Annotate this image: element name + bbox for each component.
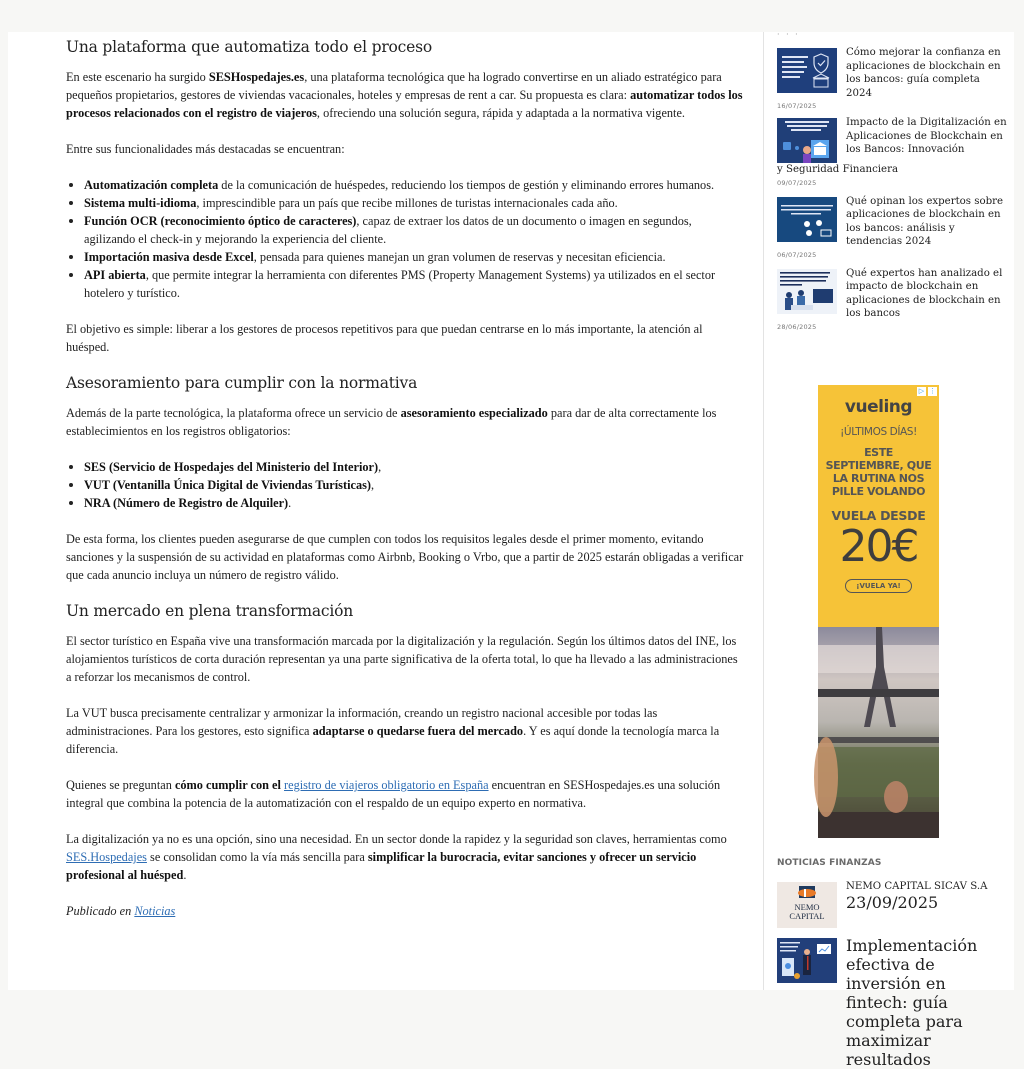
post-date: 28/06/2025 bbox=[777, 322, 817, 331]
bold-text: SES (Servicio de Hospedajes del Ministerio del Interior) bbox=[84, 460, 379, 474]
bold-text: Automatización completa bbox=[84, 178, 219, 192]
text: . Y es aquí donde la tecnología marca la diferencia. bbox=[66, 724, 720, 756]
ad-message: ESTE SEPTIEMBRE, QUE LA RUTINA NOS PILLE VOLANDO bbox=[825, 446, 932, 498]
paragraph bbox=[66, 830, 746, 884]
shield-bank-thumbnail[interactable] bbox=[777, 48, 837, 93]
ad-brand-logo: vueling bbox=[844, 397, 913, 417]
sidebar bbox=[777, 30, 1007, 1069]
ad-headline: ¡ÚLTIMOS DÍAS! bbox=[840, 426, 917, 438]
eiffel-tower-image bbox=[818, 627, 939, 838]
post-title[interactable]: Qué expertos han analizado el impacto de blockchain en aplicaciones de blockchain en los bancos bbox=[846, 267, 1003, 319]
bold-text: cómo cumplir con el bbox=[174, 778, 281, 792]
registro-viajeros-link[interactable]: registro de viajeros obligatorio en España bbox=[284, 778, 489, 792]
section-heading: Asesoramiento para cumplir con la normativa bbox=[66, 374, 418, 392]
post-title[interactable]: Qué opinan los expertos sobre aplicaciones de blockchain en los bancos: análisis y tendencias 2024 bbox=[846, 195, 1004, 247]
fish-logo-icon bbox=[777, 882, 837, 928]
post-title[interactable]: Cómo mejorar la confianza en aplicaciones de blockchain en los bancos: guía completa 2024 bbox=[846, 47, 1001, 99]
bank-lock-thumbnail[interactable] bbox=[777, 118, 837, 163]
post-title-continuation[interactable]: y Seguridad Financiera bbox=[777, 164, 899, 175]
list-item bbox=[66, 458, 746, 476]
post-title[interactable]: Implementación efectiva de inversión en fintech: guía completa para maximizar resultados bbox=[846, 936, 978, 1069]
ad-cta-button[interactable]: ¡VUELA YA! bbox=[845, 579, 911, 593]
bold-text: adaptarse o quedarse fuera del mercado bbox=[312, 724, 524, 738]
text: , bbox=[378, 460, 382, 474]
experts-thumbnail[interactable] bbox=[777, 197, 837, 242]
finance-post[interactable] bbox=[777, 936, 1007, 1069]
text: encuentran en SESHospedajes.es una solución integral que combina la potencia de la automatización con el respaldo de un equipo experto en normativa. bbox=[66, 778, 721, 810]
text: para dar de alta correctamente los establecimientos en los registros obligatorios: bbox=[66, 406, 717, 438]
paragraph: Entre sus funcionalidades más destacadas se encuentran: bbox=[66, 142, 345, 156]
paragraph bbox=[66, 68, 746, 122]
paragraph: De esta forma, los clientes pueden asegurarse de que cumplen con todos los requisitos legales desde el primer momento, evitando sanciones y la suspensión de su actividad en plataformas como Airbnb, Booking o Vrbo, que a partir de 2025 estarán obligadas a verificar que cada anuncio incluya un número de registro válido. bbox=[66, 532, 744, 582]
text: , imprescindible para un país que recibe millones de turistas internacionales cada año. bbox=[196, 196, 618, 210]
sidebar-post[interactable] bbox=[777, 46, 1007, 110]
bold-text: Importación masiva desde Excel bbox=[84, 250, 254, 264]
text: de la comunicación de huéspedes, reduciendo los tiempos de gestión y eliminando errores humanos. bbox=[218, 178, 715, 192]
text: . bbox=[288, 496, 292, 510]
published-label: Publicado en bbox=[66, 904, 135, 918]
svg-text:CAPITAL: CAPITAL bbox=[789, 911, 825, 921]
sidebar-post[interactable] bbox=[777, 116, 1007, 187]
registry-list bbox=[66, 458, 746, 512]
experts-icon bbox=[777, 197, 837, 242]
text: Además de la parte tecnológica, la plataforma ofrece un servicio de bbox=[66, 406, 401, 420]
list-item bbox=[66, 212, 746, 248]
list-item bbox=[66, 176, 746, 194]
fintech-icon bbox=[777, 938, 837, 983]
paragraph: El objetivo es simple: liberar a los gestores de procesos repetitivos para que puedan centrarse en lo más importante, la atención al huésped. bbox=[66, 322, 703, 354]
post-title[interactable]: Impacto de la Digitalización en Aplicaciones de Blockchain en los Bancos: Innovación bbox=[846, 117, 1007, 155]
more-options-icon[interactable]: ⋮ bbox=[929, 387, 936, 395]
section-heading: Una plataforma que automatiza todo el proceso bbox=[66, 38, 432, 56]
features-list bbox=[66, 176, 746, 302]
bold-text: automatizar todos los procesos relacionados con el registro de viajeros bbox=[66, 88, 743, 120]
list-item bbox=[66, 494, 746, 512]
text: , pensada para quienes manejan un gran volumen de reservas y necesitan eficiencia. bbox=[253, 250, 666, 264]
bold-text: API abierta bbox=[84, 268, 146, 282]
post-date: 09/07/2025 bbox=[777, 178, 817, 187]
text: , ofreciendo una solución segura, rápida y adaptada a la normativa vigente. bbox=[316, 106, 685, 120]
ad-choices[interactable] bbox=[917, 387, 937, 396]
list-item bbox=[66, 194, 746, 212]
shield-icon bbox=[777, 48, 837, 93]
text: Quienes se preguntan bbox=[66, 778, 175, 792]
section-label-noticias-finanzas: NOTICIAS FINANZAS bbox=[777, 858, 882, 868]
sidebar-post[interactable] bbox=[777, 267, 1007, 331]
bank-lock-icon bbox=[777, 118, 837, 163]
bold-text: VUT (Ventanilla Única Digital de Viviendas Turísticas) bbox=[84, 478, 371, 492]
post-date: 06/07/2025 bbox=[777, 250, 817, 259]
text: , capaz de extraer los datos de un documento o imagen en segundos, agilizando el check-in y mejorando la experiencia del cliente. bbox=[84, 214, 692, 246]
bold-text: asesoramiento especializado bbox=[400, 406, 548, 420]
list-item bbox=[66, 248, 746, 266]
bold-text: NRA (Número de Registro de Alquiler) bbox=[84, 496, 289, 510]
ses-hospedajes-link[interactable]: SES.Hospedajes bbox=[66, 850, 147, 864]
ad-photo-eiffel-tower bbox=[818, 627, 939, 838]
text: , bbox=[370, 478, 375, 492]
paragraph bbox=[66, 776, 746, 812]
finance-post[interactable] bbox=[777, 880, 1007, 928]
bold-text: simplificar la burocracia, evitar sanciones y ofrecer un servicio profesional al huésped bbox=[66, 850, 697, 882]
bold-text: SESHospedajes.es bbox=[208, 70, 305, 84]
category-link-noticias[interactable]: Noticias bbox=[134, 904, 176, 918]
paragraph bbox=[66, 704, 746, 758]
post-title[interactable]: NEMO CAPITAL SICAV S.A bbox=[846, 881, 988, 892]
published-in bbox=[66, 902, 746, 920]
text: se consolidan como la vía más sencilla para bbox=[146, 850, 368, 864]
text: La digitalización ya no es una opción, sino una necesidad. En un sector donde la rapidez y la seguridad son claves, herramientas como bbox=[66, 832, 727, 846]
bold-text: Función OCR (reconocimiento óptico de caracteres) bbox=[84, 214, 357, 228]
ad-price: 20€ bbox=[839, 521, 918, 572]
column-divider bbox=[763, 32, 764, 990]
text: En este escenario ha surgido bbox=[66, 70, 209, 84]
text: , que permite integrar la herramienta con diferentes PMS (Property Management Systems) ya utilizados en el sector hotelero y turístico. bbox=[84, 268, 716, 300]
nemo-capital-logo[interactable] bbox=[777, 882, 837, 928]
text: La VUT busca precisamente centralizar y armonizar la información, creando un registro nacional accesible por todas las administraciones. Para los gestores, esto significa bbox=[66, 706, 658, 738]
ad-price-label: VUELA DESDE bbox=[831, 508, 926, 523]
post-date: 16/07/2025 bbox=[777, 102, 817, 110]
article-body bbox=[66, 32, 746, 938]
vueling-ad-banner[interactable] bbox=[818, 385, 939, 838]
meeting-icon bbox=[777, 269, 837, 314]
paragraph: El sector turístico en España vive una transformación marcada por la digitalización y la regulación. Según los últimos datos del INE, los alojamientos turísticos de corta duración representan ya una parte significativa de la oferta total, lo que ha llevado a las administraciones a reforzar los mecanismos de control. bbox=[66, 634, 738, 684]
page bbox=[8, 30, 1014, 1069]
bold-text: Sistema multi-idioma bbox=[84, 196, 197, 210]
adchoices-icon[interactable]: ▷ bbox=[918, 387, 925, 395]
meeting-thumbnail[interactable] bbox=[777, 269, 837, 314]
loading-dots: · · · bbox=[777, 30, 800, 39]
text: . bbox=[183, 868, 187, 882]
section-heading: Un mercado en plena transformación bbox=[66, 602, 354, 620]
list-item bbox=[66, 476, 746, 494]
list-item bbox=[66, 266, 746, 302]
text: , una plataforma tecnológica que ha logrado convertirse en un aliado estratégico para pequeños propietarios, gestores de viviendas vacacionales, hoteles y empresas de rent a car. Su propuesta es clara: bbox=[66, 70, 722, 102]
sidebar-post[interactable] bbox=[777, 195, 1007, 259]
post-date: 23/09/2025 bbox=[846, 893, 939, 912]
fintech-thumbnail[interactable] bbox=[777, 938, 837, 983]
svg-text:NEMO: NEMO bbox=[794, 902, 820, 912]
paragraph bbox=[66, 404, 746, 440]
